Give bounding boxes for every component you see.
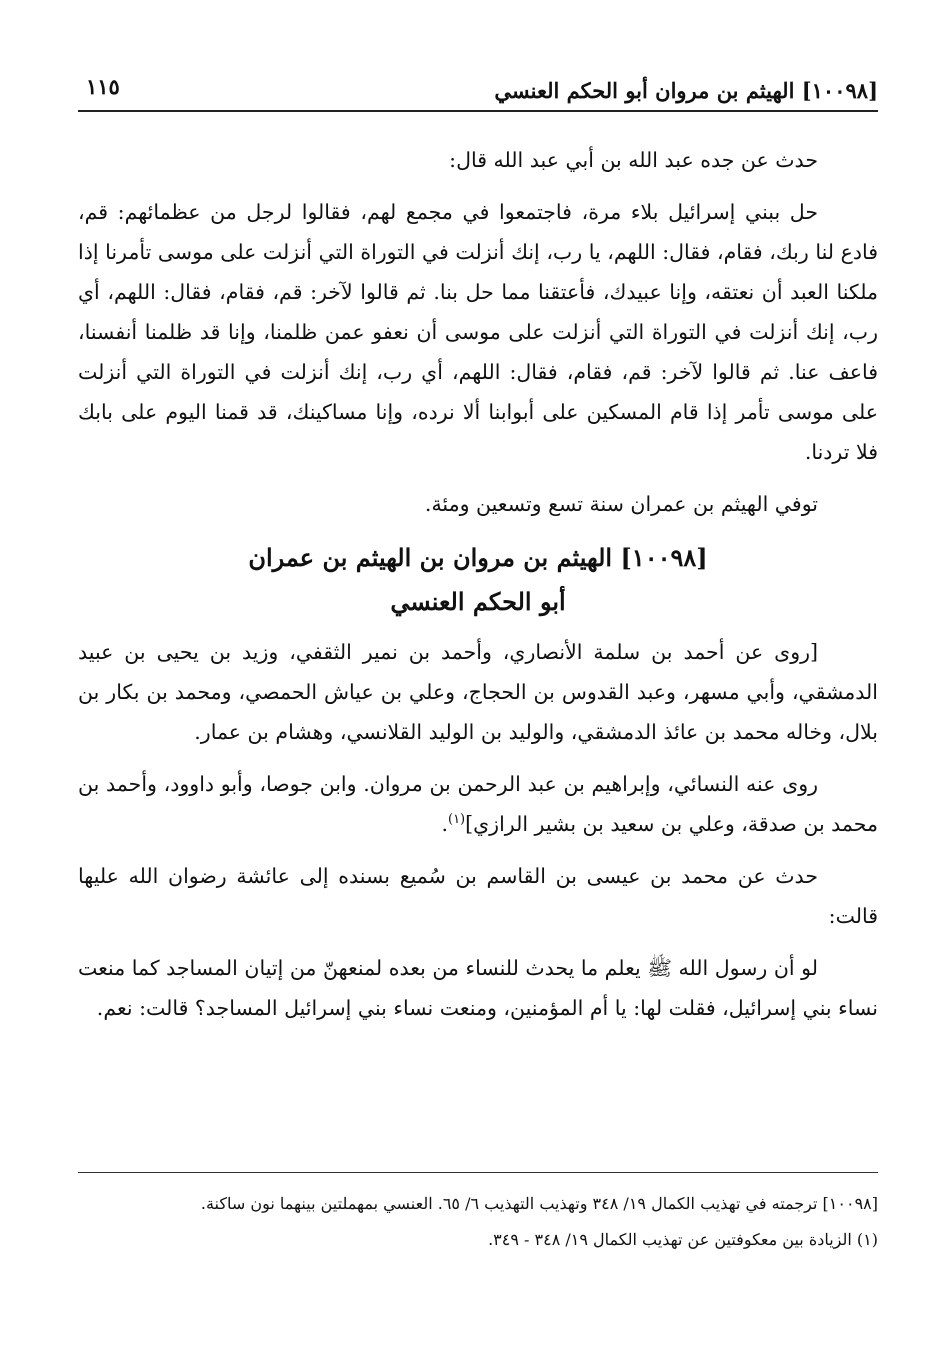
footnote-separator [78,1172,878,1173]
paragraph-death-note: توفي الهيثم بن عمران سنة تسع وتسعين ومئة. [424,492,818,516]
running-title: [١٠٠٩٨] الهيثم بن مروان أبو الحكم العنسي [494,78,878,103]
footnote-marker: (١) [447,812,466,828]
paragraph-story: حل ببني إسرائيل بلاء مرة، فاجتمعوا في مجمع لهم، فقالوا لرجل من عظمائهم: قم، فادع لنا ربك، فقام، فقال: اللهم، يا رب، إنك أنزلت في التوراة التي أنزلت على موسى تأمرنا إذا ملكنا العبد أن نعتقه، وإنا عبيدك، فأعتقنا مما حل بنا. ثم قالوا لآخر: قم، فقام، فقال: اللهم، أي رب، إنك أنزلت في التوراة التي أنزلت على موسى أن نعفو عمن ظلمنا، وإنا قد ظلمنا أنفسنا، فاعف عنا. ثم قالوا لآخر: قم، فقام، فقال: اللهم، أي رب، إنك أنزلت في التوراة التي أنزلت على موسى تأمر إذا قام المسكين على أبوابنا ألا نرده، وإنا مساكينك، قد قمنا اليوم على بابك فلا تردنا. [78,200,878,464]
main-text [78,140,878,1040]
page-number: ١١٥ [86,74,120,99]
entry-heading-line1: [١٠٠٩٨] الهيثم بن مروان بن الهيثم بن عمران [248,543,708,572]
paragraph-narration-intro: حدث عن جده عبد الله بن أبي عبد الله قال: [449,148,818,172]
page-header [78,68,878,112]
footnote-entry-reference: [١٠٠٩٨] ترجمته في تهذيب الكمال ١٩/ ٣٤٨ وتهذيب التهذيب ٦/ ٦٥. العنسي بمهملتين بينهما نون ساكنة. [200,1194,878,1213]
paragraph-hadith-chain: حدث عن محمد بن عيسى بن القاسم بن سُميع بسنده إلى عائشة رضوان الله عليها قالت: [78,864,878,928]
paragraph-narrated-from: [روى عن أحمد بن سلمة الأنصاري، وأحمد بن نمير الثقفي، وزيد بن يحيى بن عبيد الدمشقي، وأبي مسهر، وعبد القدوس بن الحجاج، وعلي بن عياش الحمصي، ومحمد بن بكار بن بلال، وخاله محمد بن عائذ الدمشقي، والوليد بن الوليد القلانسي، وهشام بن عمار. [78,640,878,744]
narrated-by-text: روى عنه النسائي، وإبراهيم بن عبد الرحمن بن مروان. وابن جوصا، وأبو داوود، وأحمد بن محمد بن صدقة، وعلي بن سعيد بن بشير الرازي] [78,772,878,836]
footnotes [78,1186,878,1258]
paragraph-narrated-by [78,764,878,844]
entry-heading-line2: أبو الحكم العنسي [390,587,566,616]
paragraph-hadith-text: لو أن رسول الله ﷺ يعلم ما يحدث للنساء من بعده لمنعهنّ من إتيان المساجد كما منعت نساء بني إسرائيل، فقلت لها: يا أم المؤمنين، ومنعت نساء بني إسرائيل المساجد؟ قالت: نعم. [78,956,878,1020]
footnote-1: (١) الزيادة بين معكوفتين عن تهذيب الكمال ١٩/ ٣٤٨ - ٣٤٩. [488,1230,878,1249]
narrated-by-end: . [441,812,448,836]
entry-heading [78,536,878,624]
